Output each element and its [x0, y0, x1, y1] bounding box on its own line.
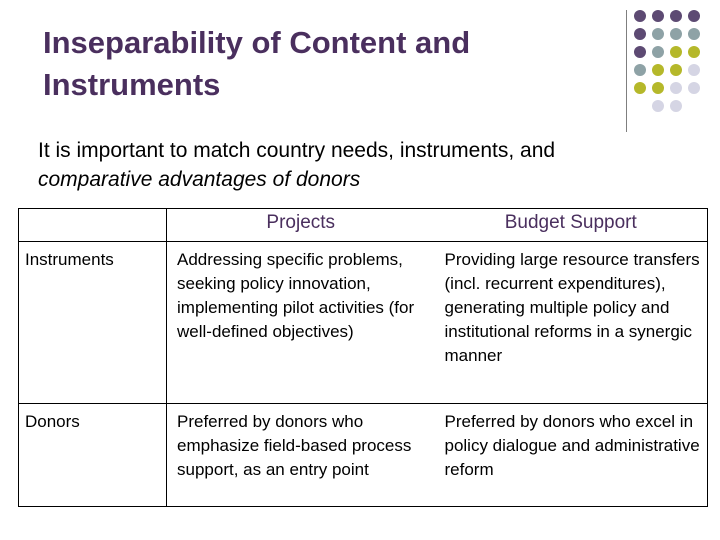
decorative-dot	[634, 28, 646, 40]
decorative-dot	[688, 28, 700, 40]
decorative-dot	[670, 82, 682, 94]
decorative-dot	[688, 64, 700, 76]
subtitle-italic: comparative advantages of donors	[38, 168, 361, 191]
decorative-dot	[634, 10, 646, 22]
decorative-dot	[652, 64, 664, 76]
decorative-dot	[652, 82, 664, 94]
decorative-dot	[670, 64, 682, 76]
decorative-dot	[670, 10, 682, 22]
decorative-dot	[652, 100, 664, 112]
subtitle	[38, 136, 698, 194]
decorative-dot	[670, 100, 682, 112]
row-label-donors: Donors	[19, 404, 167, 507]
decorative-dot	[688, 46, 700, 58]
decorative-dot	[634, 64, 646, 76]
row-label-instruments: Instruments	[19, 242, 167, 404]
decorative-dot	[652, 10, 664, 22]
decorative-dot	[652, 46, 664, 58]
decorative-dot-grid	[0, 0, 720, 140]
table-header-row	[19, 209, 708, 242]
decorative-dot	[670, 28, 682, 40]
decorative-dot	[688, 82, 700, 94]
comparison-table	[18, 208, 708, 507]
cell-donors-budget: Preferred by donors who excel in policy dialogue and administrative reform	[435, 404, 708, 507]
slide-title-line1: Inseparability of Content and	[43, 25, 471, 60]
header-budget-support: Budget Support	[435, 209, 708, 242]
header-projects: Projects	[167, 209, 435, 242]
cell-instruments-budget: Providing large resource transfers (incl. recurrent expenditures), generating multiple policy and institutional reforms in a synergic manner	[435, 242, 708, 404]
subtitle-normal: It is important to match country needs, instruments, and	[38, 139, 556, 162]
decorative-dot	[634, 46, 646, 58]
decorative-dot	[634, 82, 646, 94]
table-row	[19, 404, 708, 507]
decorative-dot	[670, 46, 682, 58]
decorative-dot	[652, 28, 664, 40]
cell-instruments-projects: Addressing specific problems, seeking policy innovation, implementing pilot activities (for well-defined objectives)	[167, 242, 435, 404]
header-empty	[19, 209, 167, 242]
decorative-dot	[688, 10, 700, 22]
table-row	[19, 242, 708, 404]
slide-title-line2: Instruments	[43, 67, 221, 102]
cell-donors-projects: Preferred by donors who emphasize field-based process support, as an entry point	[167, 404, 435, 507]
